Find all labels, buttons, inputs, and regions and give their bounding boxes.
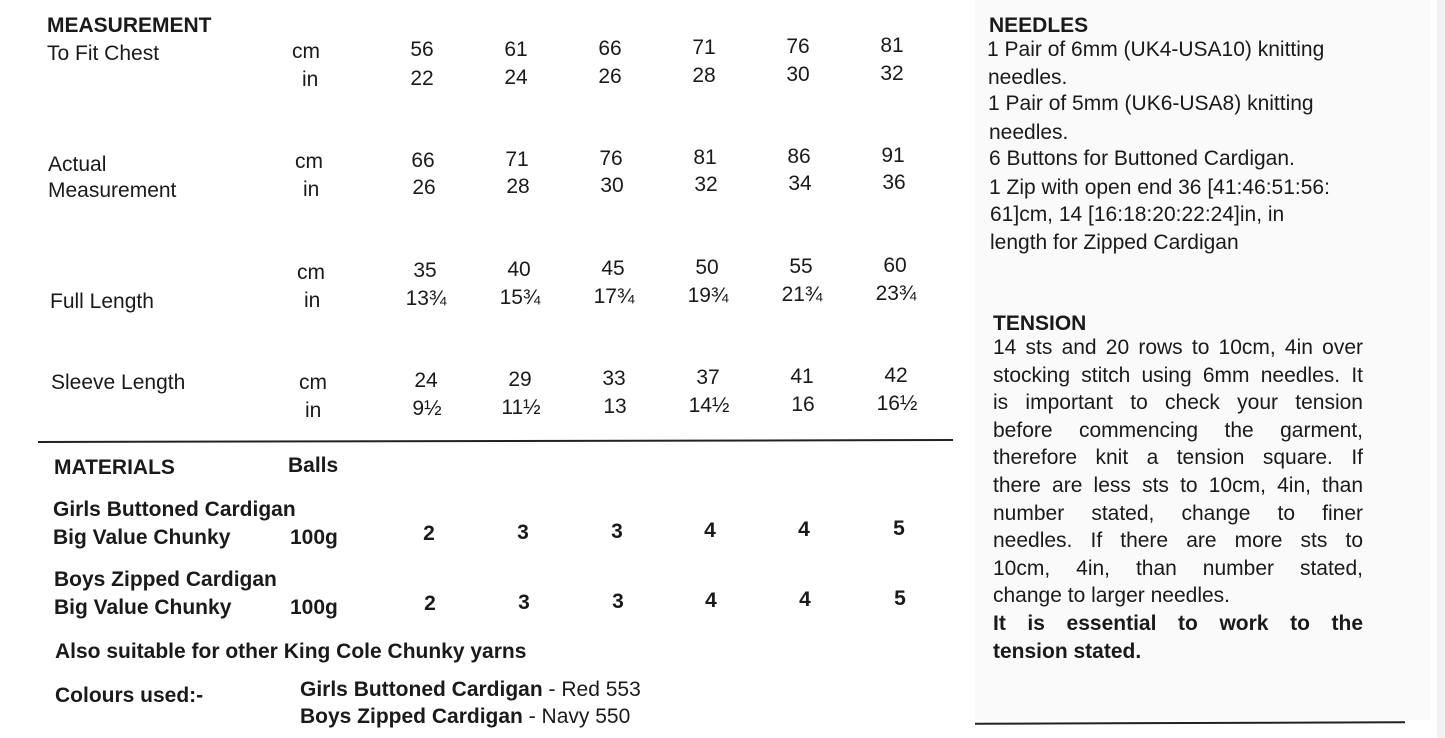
- tension-line: number stated, change to finer: [993, 501, 1363, 525]
- tension-line: therefore knit a tension square. If: [993, 446, 1363, 470]
- measurement-heading: MEASUREMENT: [47, 14, 212, 37]
- ball-count: 3: [517, 521, 529, 544]
- value-cm: 37: [696, 366, 720, 389]
- value-cm: 29: [508, 368, 532, 391]
- colours-label: Colours used:-: [55, 684, 204, 707]
- ball-count: 4: [705, 589, 717, 612]
- ball-count: 5: [893, 517, 905, 540]
- material-yarn: Big Value Chunky: [54, 596, 232, 619]
- ball-count: 2: [424, 592, 436, 615]
- row-label-to-fit-chest: To Fit Chest: [47, 42, 160, 65]
- value-cm: 35: [413, 259, 437, 282]
- tension-paragraph: [993, 334, 1363, 665]
- colour-line: [300, 677, 641, 703]
- row-label-actual: Actual: [48, 153, 107, 176]
- value-cm: 66: [598, 37, 622, 60]
- value-cm: 81: [693, 146, 717, 169]
- value-in: 21¾: [781, 283, 823, 306]
- value-in: 32: [880, 62, 904, 85]
- value-in: 26: [598, 65, 622, 88]
- colour-value: Red 553: [561, 678, 641, 701]
- needles-line: length for Zipped Cardigan: [990, 231, 1239, 254]
- tension-line: needles. If there are more sts to: [993, 529, 1363, 553]
- row-label-full-length: Full Length: [50, 290, 154, 313]
- ball-count: 3: [612, 590, 624, 613]
- row-label-measurement: Measurement: [48, 179, 177, 202]
- value-in: 9½: [412, 397, 442, 420]
- value-in: 32: [694, 173, 718, 196]
- material-weight: 100g: [290, 526, 338, 549]
- needles-line: 6 Buttons for Buttoned Cardigan.: [989, 147, 1295, 170]
- colour-separator: -: [522, 705, 542, 728]
- value-in: 15¾: [499, 286, 541, 309]
- unit-in: in: [302, 68, 319, 91]
- value-in: 28: [692, 64, 716, 87]
- value-cm: 91: [881, 144, 905, 167]
- unit-in: in: [303, 178, 320, 201]
- row-label-sleeve-length: Sleeve Length: [51, 371, 186, 394]
- value-in: 23¾: [875, 282, 917, 305]
- needles-line: needles.: [988, 66, 1068, 89]
- material-yarn: Big Value Chunky: [53, 526, 231, 549]
- value-in: 16: [791, 393, 815, 416]
- value-in: 17¾: [593, 285, 635, 308]
- unit-cm: cm: [297, 261, 325, 284]
- unit-cm: cm: [292, 40, 320, 63]
- value-cm: 76: [599, 147, 623, 170]
- material-weight: 100g: [290, 596, 338, 619]
- needles-line: needles.: [989, 121, 1069, 144]
- tension-line: 14 sts and 20 rows to 10cm, 4in over: [993, 336, 1363, 359]
- needles-line: 1 Zip with open end 36 [41:46:51:56:: [989, 176, 1330, 199]
- value-cm: 45: [601, 257, 625, 280]
- ball-count: 5: [894, 587, 906, 610]
- needles-heading: NEEDLES: [989, 14, 1089, 37]
- value-in: 30: [786, 63, 810, 86]
- tension-essential-line: tension stated.: [993, 639, 1142, 663]
- value-cm: 40: [507, 258, 531, 281]
- bottom-rule: [975, 721, 1405, 725]
- value-in: 24: [504, 66, 528, 89]
- colour-separator: -: [542, 678, 562, 701]
- value-in: 26: [412, 176, 436, 199]
- ball-count: 2: [423, 522, 435, 545]
- ball-count: 4: [799, 588, 811, 611]
- value-cm: 55: [789, 255, 813, 278]
- value-in: 36: [882, 171, 906, 194]
- material-item-name: Boys Zipped Cardigan: [54, 568, 277, 591]
- ball-count: 3: [518, 591, 530, 614]
- colour-line: [300, 704, 630, 730]
- section-divider: [38, 439, 953, 443]
- unit-in: in: [304, 289, 321, 312]
- colour-garment: Girls Buttoned Cardigan: [300, 678, 543, 701]
- value-in: 14½: [688, 394, 730, 417]
- value-in: 22: [410, 67, 434, 90]
- value-in: 11½: [501, 396, 541, 419]
- value-in: 28: [506, 175, 530, 198]
- scan-edge: [1437, 0, 1445, 738]
- value-cm: 50: [695, 256, 719, 279]
- value-in: 16½: [876, 392, 918, 415]
- value-cm: 76: [786, 35, 810, 58]
- value-cm: 24: [414, 369, 438, 392]
- tension-line: before commencing the garment,: [993, 418, 1363, 442]
- material-item-name: Girls Buttoned Cardigan: [53, 498, 296, 521]
- value-cm: 60: [883, 254, 907, 277]
- value-cm: 42: [884, 364, 908, 387]
- materials-heading: MATERIALS: [54, 456, 175, 479]
- value-cm: 71: [692, 36, 716, 59]
- unit-cm: cm: [295, 150, 323, 173]
- value-in: 34: [788, 172, 812, 195]
- balls-label: Balls: [288, 454, 339, 477]
- value-cm: 71: [505, 148, 529, 171]
- value-cm: 56: [410, 38, 434, 61]
- ball-count: 4: [798, 518, 810, 541]
- value-cm: 61: [504, 38, 528, 61]
- value-cm: 81: [880, 34, 904, 57]
- ball-count: 3: [611, 520, 623, 543]
- suitable-note: Also suitable for other King Cole Chunky yarns: [55, 640, 527, 663]
- unit-in: in: [305, 399, 322, 422]
- tension-line: 10cm, 4in, than number stated,: [993, 556, 1363, 580]
- tension-heading: TENSION: [993, 312, 1087, 335]
- tension-line: change to larger needles.: [993, 584, 1230, 608]
- value-cm: 66: [411, 149, 435, 172]
- unit-cm: cm: [299, 371, 327, 394]
- tension-line: there are less sts to 10cm, 4in, than: [993, 473, 1363, 497]
- needles-line: 1 Pair of 5mm (UK6-USA8) knitting: [988, 92, 1314, 115]
- tension-line: is important to check your tension: [993, 391, 1363, 415]
- colour-garment: Boys Zipped Cardigan: [300, 705, 523, 728]
- value-cm: 86: [787, 145, 811, 168]
- tension-line: stocking stitch using 6mm needles. It: [993, 363, 1363, 387]
- needles-line: 61]cm, 14 [16:18:20:22:24]in, in: [990, 203, 1285, 226]
- value-in: 30: [600, 174, 624, 197]
- colour-value: Navy 550: [541, 705, 631, 728]
- value-in: 13: [603, 395, 627, 418]
- ball-count: 4: [704, 519, 716, 542]
- value-in: 13¾: [405, 287, 447, 310]
- value-in: 19¾: [687, 284, 729, 307]
- value-cm: 41: [790, 365, 814, 388]
- needles-line: 1 Pair of 6mm (UK4-USA10) knitting: [987, 38, 1325, 61]
- value-cm: 33: [602, 367, 626, 390]
- tension-essential-line: It is essential to work to the: [993, 611, 1363, 635]
